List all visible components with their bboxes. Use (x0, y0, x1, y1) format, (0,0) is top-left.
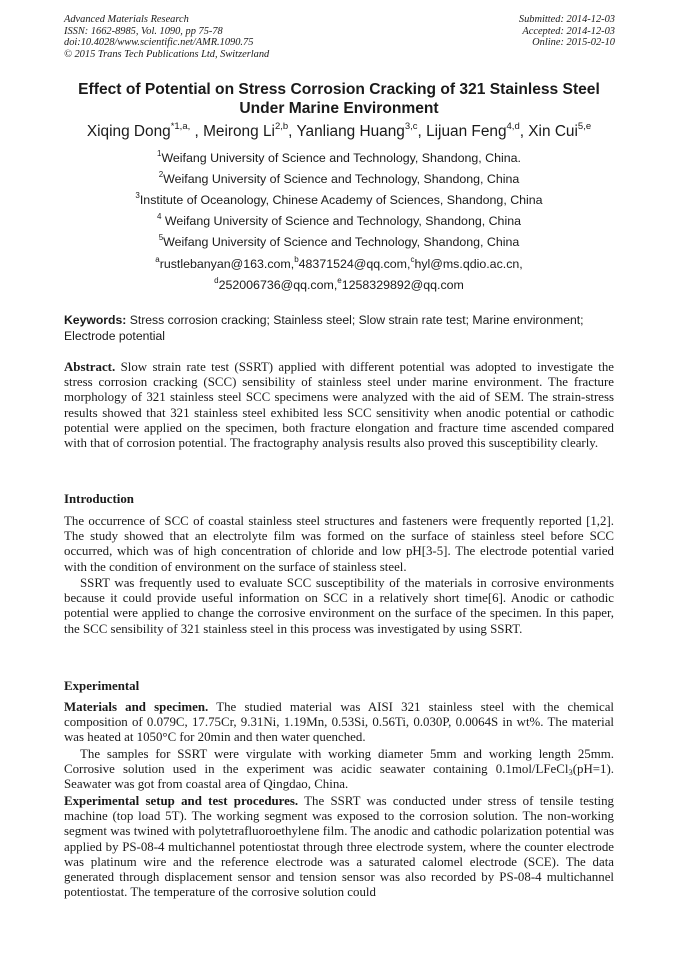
affiliation-sup: 2 (158, 170, 164, 179)
introduction-heading: Introduction (64, 492, 134, 506)
email-address[interactable]: rustlebanyan@163.com, (159, 257, 295, 271)
author-sup: 4,d (506, 121, 520, 132)
affiliation-text: Weifang University of Science and Technology, Shandong, China. (161, 151, 521, 165)
keywords-label: Keywords: (64, 313, 127, 327)
abstract (64, 360, 614, 451)
author-sup: 5,e (577, 121, 592, 132)
introduction-paragraph-1: The occurrence of SCC of coastal stainless steel structures and fasteners were frequently reported [1,2]. The study showed that an electrolyte film was formed on the surface of stainless steel before SCC occurred, which was of high concentration of chloride and low pH[3-5]. The electrode potential varied with the condition of environment on the surface of stainless steel. (64, 514, 614, 574)
keywords-text: Stress corrosion cracking; Stainless steel; Slow strain rate test; Marine environment; Electrode potential (64, 313, 584, 343)
author-name: Xin Cui (528, 123, 578, 140)
materials-label: Materials and specimen. (64, 700, 209, 714)
affiliation-text: Weifang University of Science and Technology, Shandong, China (163, 235, 520, 249)
affiliation-sup: 4 (156, 212, 162, 221)
email-address[interactable]: 252006736@qq.com, (218, 278, 338, 292)
author-sep: , (190, 123, 204, 140)
affiliation-1 (30, 150, 648, 166)
introduction-paragraph-2: SSRT was frequently used to evaluate SCC susceptibility of the materials in corrosive environments because it could provide useful information on SCC in a relatively short time[6]. Anodic or cathodic potential were applied to change the corrosive environment on the surface of the specimen. In this paper, the SCC sensibility of 321 stainless steel in this process was investigated by using SSRT. (64, 576, 614, 636)
author-sep: , (519, 123, 529, 140)
setup-label: Experimental setup and test procedures. (64, 794, 299, 808)
affiliation-sup: 5 (158, 233, 164, 242)
abstract-label: Abstract. (64, 360, 116, 374)
author-name: Xiqing Dong (86, 123, 171, 140)
setup-text: The SSRT was conducted under stress of tensile testing machine (top load 5T). The working segment was exposed to the corrosion solution. The non-working segment was twined with polytetrafluoroethylene film. The anodic and cathodic polarization potential was applied by PS-08-4 multichannel potentiostat through three electrode system, where the counter electrode was platinum wire and the reference electrode was a saturated calomel electrode (SCE). The data generated through displacement sensor and tension sensor was also recorded by PS-08-4 multichannel potentiostat. The temperature of the corrosive solution could (64, 794, 614, 900)
email-line-1: $^a$rustlebanyan@163.com,$^b$48371524@qq.com,$^c$hyl@ms.qdio.ac.cn, (155, 255, 523, 271)
author-sup: 3,c (404, 121, 418, 132)
journal-doi[interactable]: doi:10.4028/www.scientific.net/AMR.1090.75 (64, 37, 254, 48)
email-line-2: $^d$252006736@qq.com,$^e$1258329892@qq.com (214, 276, 464, 292)
author-sup: *1,a, (170, 121, 191, 132)
affiliation-5 (30, 234, 648, 250)
author-name: Yanliang Huang (296, 123, 405, 140)
affiliation-sup: 1 (156, 149, 162, 158)
journal-copyright: © 2015 Trans Tech Publications Ltd, Switzerland (64, 48, 270, 60)
affiliation-text: Weifang University of Science and Technology, Shandong, China (163, 172, 520, 186)
submitted-date: Submitted: 2014-12-03 (518, 14, 615, 25)
affiliation-text: Weifang University of Science and Technology, Shandong, China (161, 214, 521, 228)
experimental-paragraph-2: The samples for SSRT were virgulate with working diameter 5mm and working length 25mm. Corrosive solution used in the experiment was acidic seawater containing 0.1mol/LFeCl$_3$(pH=1). Seawater was got from coastal area of Qingdao, China. (64, 747, 614, 792)
affiliation-sup: 3 (135, 191, 140, 200)
author-sep: , (417, 123, 427, 140)
affiliation-4 (30, 213, 648, 229)
accepted-date: Accepted: 2014-12-03 (522, 25, 615, 37)
keywords (64, 313, 614, 344)
author-sup: 2,b (274, 121, 289, 132)
title-line-1: Effect of Potential on Stress Corrosion Cracking of 321 Stainless Steel (78, 81, 600, 98)
materials-text: The studied material was AISI 321 stainless steel with the chemical composition of 0.079C, 17.75Cr, 9.31Ni, 1.19Mn, 0.53Si, 0.56Ti, 0.030P, 0.0064S in wt%. The material was heated at 1050°C for 20min and then water quenched. (64, 700, 614, 745)
abstract-text: Slow strain rate test (SSRT) applied with different potential was adopted to investigate the stress corrosion cracking (SCC) sensibility of stainless steel under marine environment. The fracture morphology of 321 stainless steel SCC specimens were analyzed with the aid of SEM. The strain-stress results showed that 321 stainless steel exhibited less SCC sensitivity when anodic potential or cathodic potential were applied on the specimen, both fracture elongation and fracture time ascended compared with that of corrosion potential. The fractography analysis results also proved this susceptibility clearly. (64, 360, 614, 451)
online-date: Online: 2015-02-10 (532, 37, 615, 48)
affiliation-text: Institute of Oceanology, Chinese Academy of Sciences, Shandong, China (139, 193, 543, 207)
title-line-2: Under Marine Environment (239, 100, 439, 117)
journal-info (64, 14, 269, 60)
journal-name: Advanced Materials Research (64, 14, 189, 25)
email-address[interactable]: 48371524@qq.com, (298, 257, 411, 271)
journal-issn: ISSN: 1662-8985, Vol. 1090, pp 75-78 (64, 25, 223, 37)
email-address[interactable]: hyl@ms.qdio.ac.cn, (414, 257, 523, 271)
experimental-heading: Experimental (64, 679, 140, 693)
affiliation-2 (30, 171, 648, 187)
author-name: Lijuan Feng (426, 123, 507, 140)
submission-dates (519, 14, 615, 49)
paper-title (40, 80, 638, 118)
affiliation-3 (30, 192, 648, 208)
experimental-paragraph-3 (64, 794, 614, 900)
author-list (30, 122, 648, 142)
email-address[interactable]: 1258329892@qq.com (341, 278, 464, 292)
author-name: Meirong Li (203, 123, 275, 140)
author-sep: , (288, 123, 297, 140)
experimental-paragraph-1 (64, 700, 614, 746)
